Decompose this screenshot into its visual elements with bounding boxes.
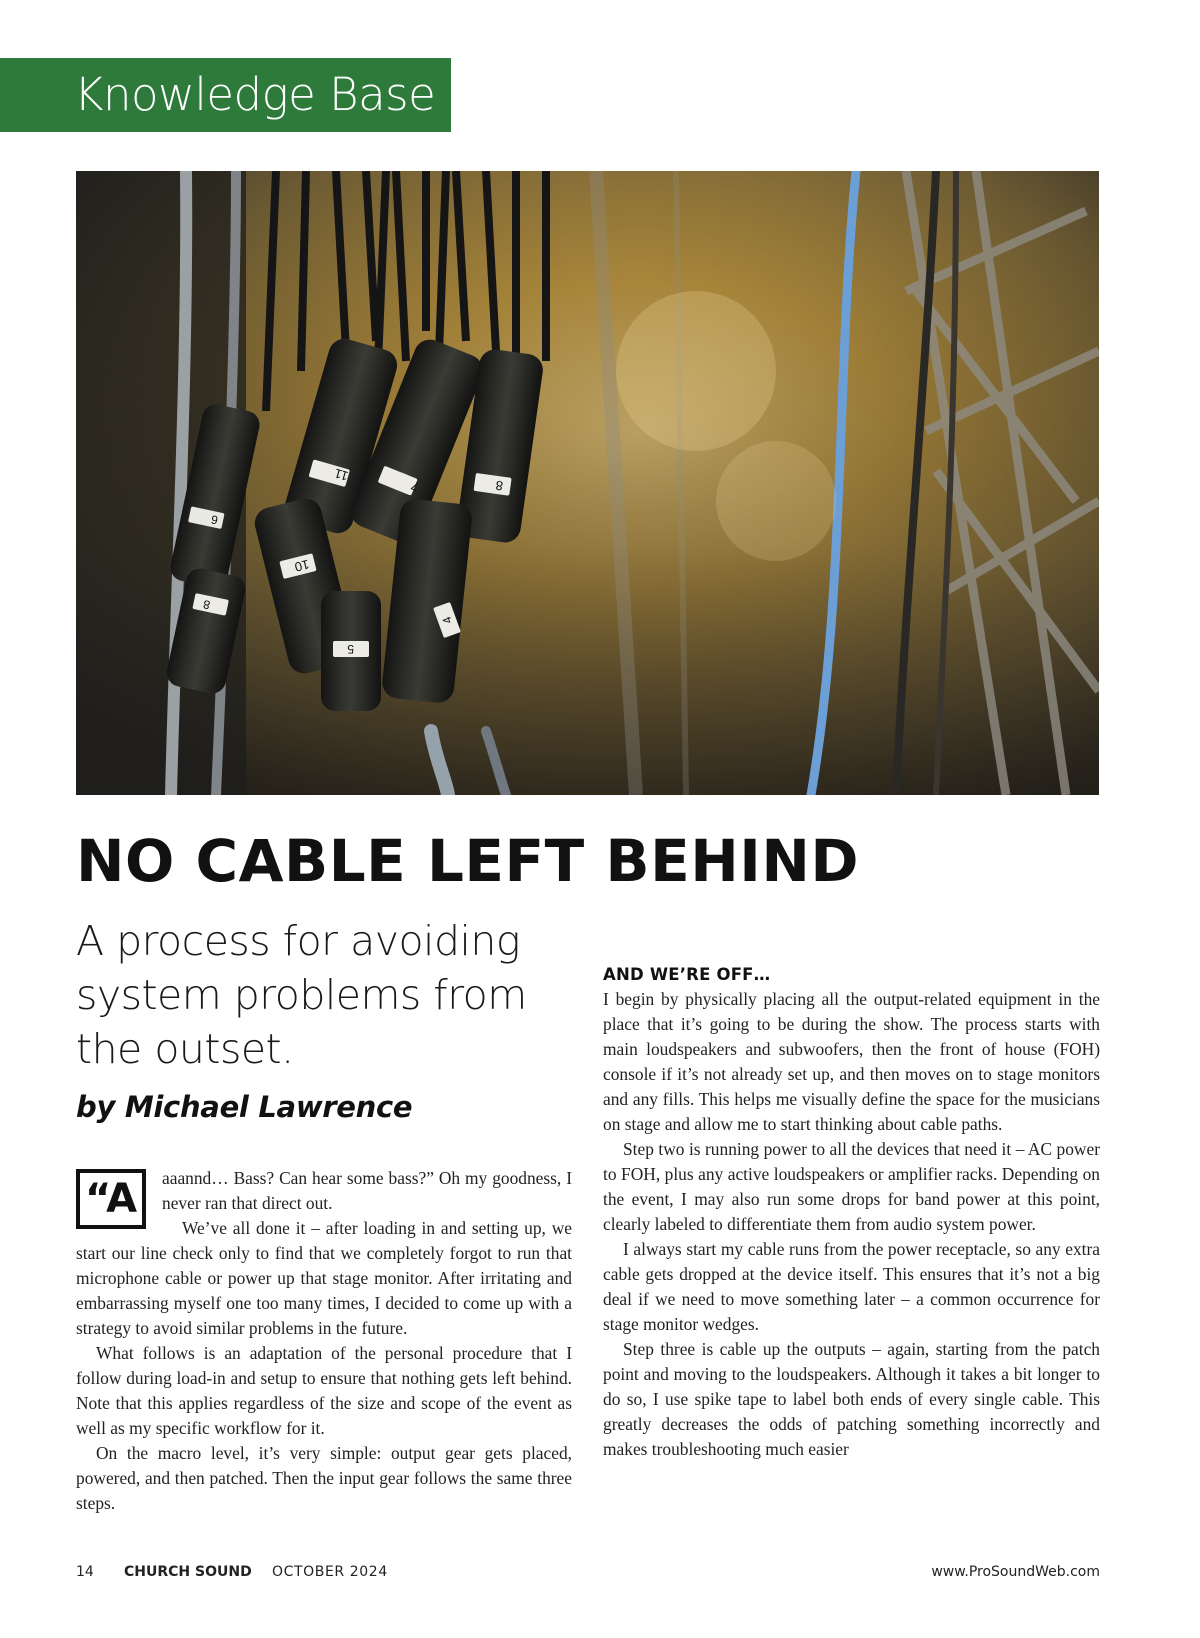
website-url: www.ProSoundWeb.com bbox=[931, 1564, 1100, 1580]
drop-cap: “A bbox=[76, 1169, 146, 1229]
section-banner: Knowledge Base bbox=[0, 58, 451, 132]
connector-label-4: 8 bbox=[494, 477, 504, 494]
column-right bbox=[603, 962, 1100, 1462]
subhead: AND WE’RE OFF… bbox=[603, 965, 771, 984]
paragraph: On the macro level, it’s very simple: output gear gets placed, powered, and then patched. Then the input gear follows the same three steps. bbox=[76, 1443, 572, 1513]
byline: by Michael Lawrence bbox=[76, 1090, 413, 1124]
magazine-name: CHURCH SOUND bbox=[124, 1564, 252, 1580]
connector-label-5: 10 bbox=[293, 556, 311, 575]
connector-label-2: 11 bbox=[332, 465, 350, 484]
connector-label-6: 8 bbox=[201, 597, 212, 613]
deck: A process for avoiding system problems from the outset. bbox=[76, 917, 527, 1073]
paragraph: Step two is running power to all the devices that need it – AC power to FOH, plus any active loudspeakers or amplifier racks. Depending on the event, I may also run some drops for band power at this point, clearly labeled to differentiate them from audio system power. bbox=[603, 1139, 1100, 1234]
paragraph: I always start my cable runs from the power receptacle, so any extra cable gets dropped at the device itself. This ensures that it’s not a big deal if we need to move something later – a common occurrence for stage monitor wedges. bbox=[603, 1239, 1100, 1334]
xlr-connector-7 bbox=[321, 591, 381, 711]
paragraph: I begin by physically placing all the output-related equipment in the place that it’s going to be during the show. The process starts with main loudspeakers and subwoofers, then the front of house (FOH) console if it’s not already set up, and then moves on to stage monitors and any fills. This helps me visually define the space for the musicians on stage and allow me to start thinking about cable paths. bbox=[603, 989, 1100, 1134]
column-left bbox=[76, 1166, 572, 1516]
headline: NO CABLE LEFT BEHIND bbox=[76, 827, 860, 895]
connector-label-3: 7 bbox=[408, 477, 422, 495]
connector-label-8: 4 bbox=[439, 614, 455, 626]
paragraph: Step three is cable up the outputs – again, starting from the patch point and moving to the loudspeakers. Although it takes a bit longer to do so, I use spike tape to label both ends of every single cable. This greatly decreases the odds of patching something incorrectly and makes troubleshooting much easier bbox=[603, 1339, 1100, 1459]
connector-label-7: 5 bbox=[347, 642, 354, 656]
page-footer bbox=[76, 1560, 1100, 1584]
paragraph: We’ve all done it – after loading in and setting up, we start our line check only to find that we completely forgot to run that microphone cable or power up that stage monitor. After irritating and embarrassing myself one too many times, I decided to come up with a strategy to avoid similar problems in the future. bbox=[76, 1218, 572, 1338]
paragraph: What follows is an adaptation of the personal procedure that I follow during load-in and setup to ensure that nothing gets left behind. Note that this applies regardless of the size and scope of the event as well as my specific workflow for it. bbox=[76, 1343, 572, 1438]
paragraph: aaannd… Bass? Can hear some bass?” Oh my goodness, I never ran that direct out. bbox=[162, 1168, 572, 1213]
connector-label-1: 6 bbox=[209, 512, 220, 528]
page-number: 14 bbox=[76, 1564, 94, 1580]
hero-photo-xlr-cables bbox=[76, 171, 1099, 795]
issue-date: OCTOBER 2024 bbox=[272, 1564, 388, 1580]
